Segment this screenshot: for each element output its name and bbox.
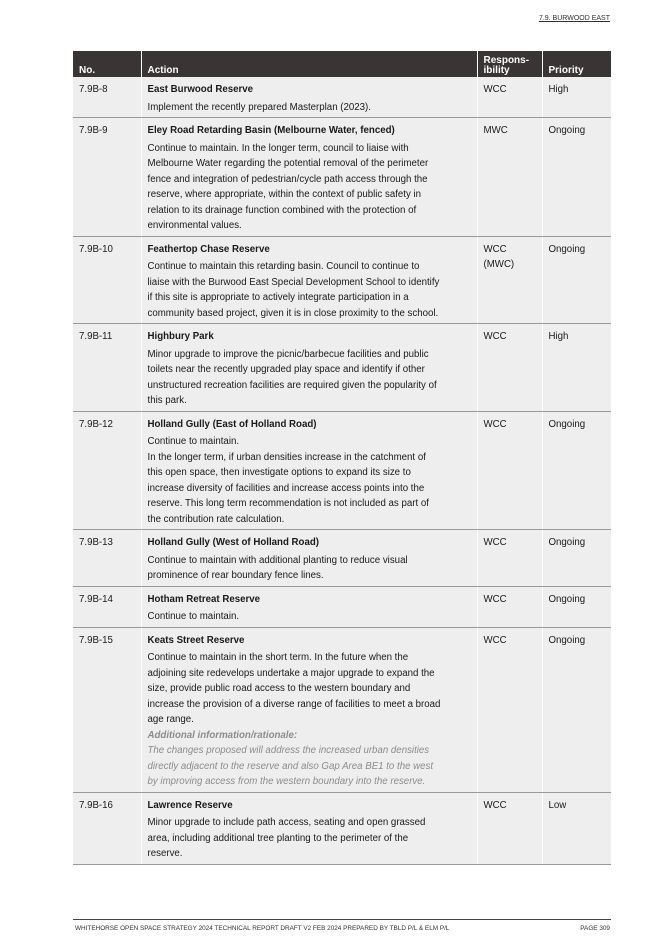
responsibility: WCC [477,627,542,792]
table-row [73,324,611,412]
priority: Ongoing [542,530,611,587]
column-header-no: No. [73,51,141,77]
action-cell [141,324,477,412]
action-number: 7.9B-14 [73,586,141,627]
action-description: Continue to maintain. [147,611,240,622]
action-description: Continue to maintain with additional planting to reduce visual prominence of rear boundary fence lines. [147,554,408,581]
priority: Ongoing [542,627,611,792]
table-row [73,586,611,627]
responsibility: MWC [477,118,542,237]
rationale-heading: Additional information/rationale: [147,729,298,741]
table-row [73,77,611,118]
table-row [73,118,611,237]
table-header-row [73,51,611,77]
reserve-name: Eley Road Retarding Basin (Melbourne Water, fenced) [147,125,395,136]
reserve-name: Holland Gully (East of Holland Road) [147,418,317,430]
action-number: 7.9B-15 [73,627,141,792]
priority: Ongoing [542,411,611,530]
table-row [73,411,611,530]
action-cell [141,236,477,324]
action-description: Continue to maintain this retarding basin. Council to continue to liaise with the Burwood East Special Development School to identify if this site is appropriate to actively integrate participation in a community based project, given it is in close proximity to the school. [147,261,440,319]
action-description: Minor upgrade to include path access, seating and open grassed area, including additional tree planting to the perimeter of the reserve. [147,817,426,859]
section-tag: 7.9. BURWOOD EAST [538,15,610,22]
action-number: 7.9B-16 [73,792,141,864]
action-description: Minor upgrade to improve the picnic/barbecue facilities and public toilets near the recently upgraded play space and identify if other unstructured recreation facilities are required given the popularity of this park. [147,348,437,406]
priority: High [542,77,611,118]
action-cell [141,77,477,118]
action-cell [141,530,477,587]
action-cell [141,118,477,237]
action-cell [141,792,477,864]
page-number: PAGE 309 [580,925,610,932]
responsibility: WCC [477,77,542,118]
column-header-action: Action [141,51,477,77]
reserve-name: Highbury Park [147,331,214,342]
responsibility: WCC [477,324,542,412]
action-number: 7.9B-8 [73,77,141,118]
action-number: 7.9B-11 [73,324,141,412]
action-description: In the longer term, if urban densities increase in the catchment of this open space, then investigate options to expand its size to increase diversity of facilities and increase access points into the reserve. This long term recommendation is not included as part of the contribution rate calculation. [147,451,429,525]
reserve-name: Keats Street Reserve [147,634,245,646]
responsibility: WCC [477,530,542,587]
action-number: 7.9B-12 [73,411,141,530]
responsibility: WCC [477,411,542,530]
responsibility: WCC [477,586,542,627]
actions-table [73,51,611,865]
action-description: Continue to maintain. In the longer term, council to liaise with Melbourne Water regarding the potential removal of the perimeter fence and integration of pedestrian/cycle path access through the reserve, where appropriate, within the context of public safety in relation to its drainage function combined with the protection of environmental values. [147,142,429,231]
footer-divider [73,919,611,920]
action-description: Continue to maintain in the short term. In the future when the adjoining site redevelops undertake a major upgrade to expand the size, provide public road access to the western boundary and increase the provision of a diverse range of facilities to meet a broad age range. [147,652,441,725]
priority: Ongoing [542,586,611,627]
priority: Ongoing [542,118,611,237]
table-row [73,792,611,864]
table-row [73,627,611,792]
reserve-name: East Burwood Reserve [147,84,254,95]
table-row [73,236,611,324]
reserve-name: Hotham Retreat Reserve [147,593,261,605]
priority: Low [542,792,611,864]
responsibility: WCC (MWC) [477,236,542,324]
reserve-name: Lawrence Reserve [147,799,233,811]
priority: Ongoing [542,236,611,324]
rationale-text: The changes proposed will address the increased urban densities directly adjacent to the reserve and also Gap Area BE1 to the west by improving access from the western boundary into the reserve. [147,745,434,787]
action-description: Continue to maintain. [147,436,240,447]
action-cell [141,627,477,792]
column-header-responsibility: Respons- ibility [477,51,542,77]
action-number: 7.9B-13 [73,530,141,587]
action-cell [141,411,477,530]
priority: High [542,324,611,412]
action-description: Implement the recently prepared Masterplan (2023). [147,101,371,113]
column-header-priority: Priority [542,51,611,77]
action-number: 7.9B-10 [73,236,141,324]
table-row [73,530,611,587]
footer-report-title: WHITEHORSE OPEN SPACE STRATEGY 2024 TECHNICAL REPORT DRAFT V2 FEB 2024 PREPARED BY TBLD P/L & ELM P/L [75,925,450,932]
responsibility: WCC [477,792,542,864]
reserve-name: Feathertop Chase Reserve [147,243,270,255]
action-cell [141,586,477,627]
action-number: 7.9B-9 [73,118,141,237]
reserve-name: Holland Gully (West of Holland Road) [147,537,320,548]
